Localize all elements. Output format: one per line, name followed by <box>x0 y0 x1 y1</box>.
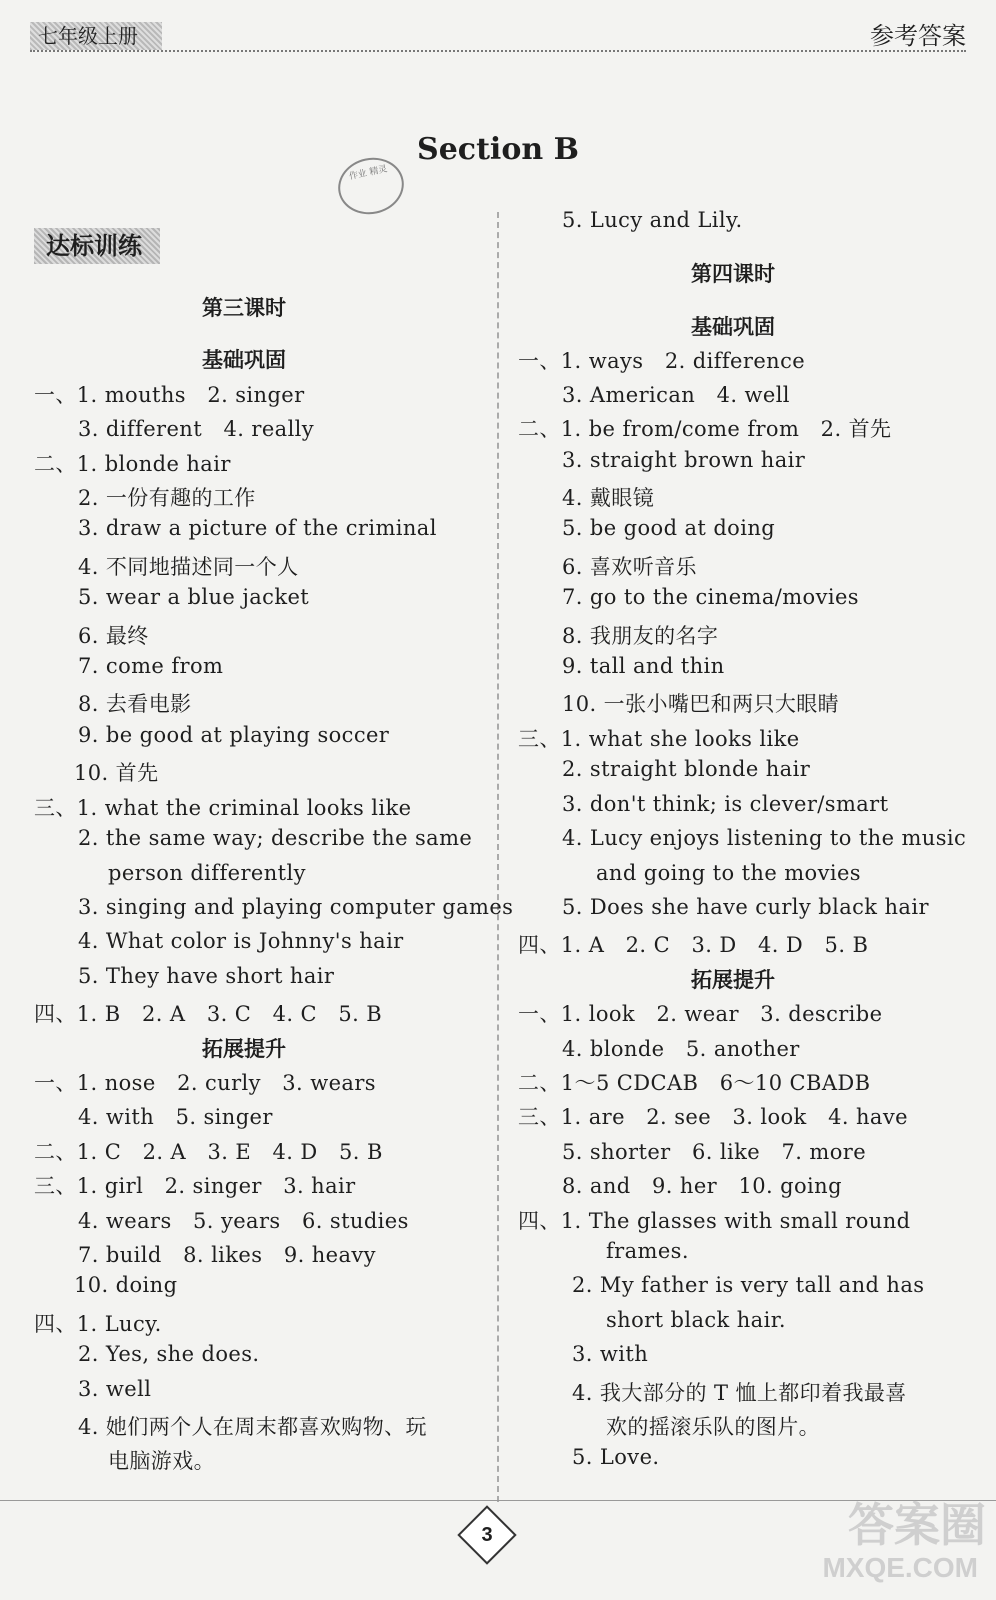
answer-line: 3. well <box>78 1377 152 1401</box>
answer-line: 5. Does she have curly black hair <box>562 895 929 919</box>
answer-line: 4. 我大部分的 T 恤上都印着我最喜 <box>572 1381 907 1405</box>
answer-line: 3. singing and playing computer games <box>78 895 514 919</box>
answer-line: 一、1. nose 2. curly 3. wears <box>34 1071 376 1095</box>
answer-line: 三、1. what the criminal looks like <box>34 796 412 820</box>
answer-line: 4. wears 5. years 6. studies <box>78 1209 409 1233</box>
answer-line: 8. 去看电影 <box>78 692 192 716</box>
answer-line: 3. American 4. well <box>562 383 790 407</box>
answer-line: 四、1. A 2. C 3. D 4. D 5. B <box>518 933 869 957</box>
answer-line: 10. doing <box>74 1273 178 1297</box>
column-divider <box>497 212 499 1502</box>
subsection-heading: 拓展提升 <box>202 1036 286 1061</box>
answer-line: 7. build 8. likes 9. heavy <box>78 1243 376 1267</box>
answer-line: 三、1. girl 2. singer 3. hair <box>34 1174 356 1198</box>
answer-line: 三、1. what she looks like <box>518 727 800 751</box>
answer-line: and going to the movies <box>596 861 861 885</box>
answer-line: 5. Love. <box>572 1445 660 1469</box>
answer-line: 5. be good at doing <box>562 516 776 540</box>
answer-line: 二、1. C 2. A 3. E 4. D 5. B <box>34 1140 383 1164</box>
footer-divider <box>0 1500 996 1501</box>
answer-line: 四、1. The glasses with small round <box>518 1209 911 1233</box>
page-number: 3 <box>481 1524 493 1546</box>
answer-line: 2. Yes, she does. <box>78 1342 260 1366</box>
answer-line: 二、1. blonde hair <box>34 452 231 476</box>
answer-line: person differently <box>108 861 306 885</box>
watermark-logo: 答案圈 <box>848 1499 986 1551</box>
subsection-heading: 拓展提升 <box>691 967 775 992</box>
answer-line: 8. and 9. her 10. going <box>562 1174 842 1198</box>
lesson-heading: 第四课时 <box>691 261 775 286</box>
answer-line: 欢的摇滚乐队的图片。 <box>606 1415 820 1439</box>
answer-line: 3. draw a picture of the criminal <box>78 516 437 540</box>
answer-key-label: 参考答案 <box>870 22 966 50</box>
answer-line: 8. 我朋友的名字 <box>562 624 719 648</box>
answer-line: frames. <box>606 1239 689 1263</box>
lesson-heading: 第三课时 <box>202 295 286 320</box>
answer-line: short black hair. <box>606 1308 786 1332</box>
answer-line: 2. straight blonde hair <box>562 757 811 781</box>
answer-line: 二、1. be from/come from 2. 首先 <box>518 417 892 441</box>
answer-line: 7. come from <box>78 654 224 678</box>
section-badge: 达标训练 <box>34 228 160 264</box>
answer-line: 一、1. look 2. wear 3. describe <box>518 1002 883 1026</box>
answer-line: 4. 不同地描述同一个人 <box>78 555 299 579</box>
answer-line: 四、1. B 2. A 3. C 4. C 5. B <box>34 1002 383 1026</box>
answer-line: 10. 一张小嘴巴和两只大眼睛 <box>562 692 840 716</box>
answer-line: 9. be good at playing soccer <box>78 723 390 747</box>
answer-line: 9. tall and thin <box>562 654 725 678</box>
answer-line: 5. Lucy and Lily. <box>562 208 743 232</box>
grade-label: 七年级上册 <box>30 22 162 50</box>
watermark-url: MXQE.COM <box>822 1552 978 1583</box>
subsection-heading: 基础巩固 <box>202 347 286 372</box>
answer-line: 3. with <box>572 1342 649 1366</box>
answer-line: 一、1. ways 2. difference <box>518 349 806 373</box>
answer-line: 7. go to the cinema/movies <box>562 585 859 609</box>
answer-line: 4. with 5. singer <box>78 1105 273 1129</box>
answer-line: 5. wear a blue jacket <box>78 585 310 609</box>
answer-line: 3. straight brown hair <box>562 448 806 472</box>
answer-line: 4. blonde 5. another <box>562 1037 800 1061</box>
answer-line: 2. 一份有趣的工作 <box>78 486 256 510</box>
answer-line: 3. don't think; is clever/smart <box>562 792 889 816</box>
subsection-heading: 基础巩固 <box>691 314 775 339</box>
answer-line: 一、1. mouths 2. singer <box>34 383 305 407</box>
answer-line: 6. 最终 <box>78 624 149 648</box>
header-divider <box>30 50 966 52</box>
answer-line: 4. Lucy enjoys listening to the music <box>562 826 967 850</box>
answer-line: 四、1. Lucy. <box>34 1312 162 1336</box>
answer-line: 2. My father is very tall and has <box>572 1273 925 1297</box>
answer-line: 二、1～5 CDCAB 6～10 CBADB <box>518 1071 871 1095</box>
answer-line: 2. the same way; describe the same <box>78 826 473 850</box>
answer-line: 10. 首先 <box>74 761 159 785</box>
answer-line: 4. 她们两个人在周末都喜欢购物、玩 <box>78 1415 427 1439</box>
answer-line: 4. What color is Johnny's hair <box>78 929 404 953</box>
answer-line: 三、1. are 2. see 3. look 4. have <box>518 1105 908 1129</box>
answer-line: 5. shorter 6. like 7. more <box>562 1140 867 1164</box>
page-title: Section B <box>417 132 579 167</box>
stamp-logo: 作业 精灵 <box>333 152 409 220</box>
answer-line: 5. They have short hair <box>78 964 335 988</box>
answer-line: 电脑游戏。 <box>108 1449 215 1473</box>
answer-line: 3. different 4. really <box>78 417 315 441</box>
answer-line: 6. 喜欢听音乐 <box>562 555 697 579</box>
answer-line: 4. 戴眼镜 <box>562 486 655 510</box>
